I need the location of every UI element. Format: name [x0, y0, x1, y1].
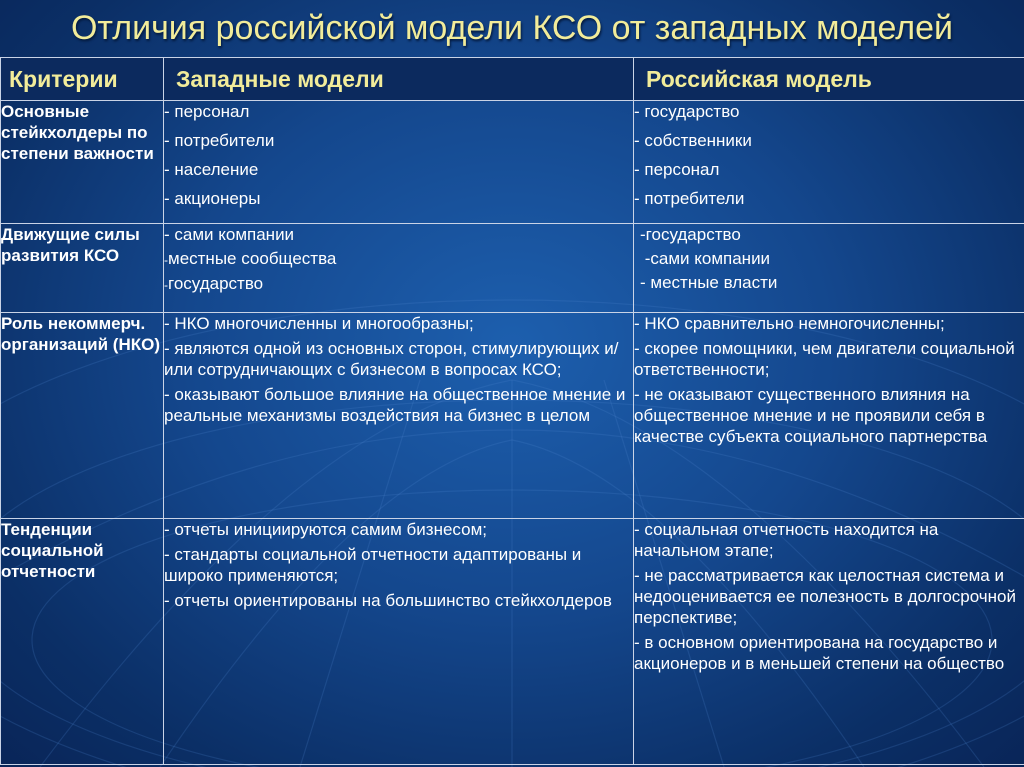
criterion-cell: Тенденции социальной отчетности — [1, 519, 164, 765]
western-cell — [164, 101, 634, 224]
list-item: - не рассматривается как целостная система и недооценивается ее полезность в долгосрочной перспективе; — [634, 566, 1017, 627]
russian-cell — [634, 224, 1024, 313]
table-row-driving-forces — [1, 224, 1024, 313]
russian-cell — [634, 519, 1024, 765]
list-item: - население — [164, 160, 259, 179]
criterion-cell: Роль некоммерч. организаций (НКО) — [1, 313, 164, 519]
dash-marker: - — [164, 278, 168, 292]
list-item: - государство — [634, 102, 740, 121]
list-item-text: местные сообщества — [168, 249, 337, 268]
list-item: - НКО многочисленны и многообразны; — [164, 314, 474, 333]
table-header-row — [1, 58, 1024, 101]
table-row-nko-role — [1, 313, 1024, 519]
header-russian-model: Российская модель — [634, 58, 1024, 101]
list-item: - в основном ориентирована на государство и акционеров и в меньшей степени на общество — [634, 633, 1005, 673]
list-item: - сами компании — [164, 225, 295, 244]
western-cell — [164, 519, 634, 765]
list-item-text: государство — [168, 274, 264, 293]
list-item — [164, 248, 633, 271]
western-cell — [164, 224, 634, 313]
slide-title: Отличия российской модели КСО от западных моделей — [70, 9, 954, 47]
comparison-table — [0, 57, 1024, 765]
table-row-stakeholders — [1, 101, 1024, 224]
table-row-reporting-trends — [1, 519, 1024, 765]
header-western-models: Западные модели — [164, 58, 634, 101]
list-item: - потребители — [634, 189, 745, 208]
list-item: - потребители — [164, 131, 275, 150]
list-item: - не оказывают существенного влияния на общественное мнение и не проявили себя в качестве субъекта социального партнерства — [634, 385, 988, 446]
list-item: - отчеты инициируются самим бизнесом; — [164, 520, 487, 539]
western-cell — [164, 313, 634, 519]
list-item: - местные власти — [640, 273, 778, 292]
list-item: - акционеры — [164, 189, 261, 208]
list-item: -сами компании — [640, 249, 771, 268]
header-criteria: Критерии — [1, 58, 164, 101]
list-item — [164, 273, 633, 296]
russian-cell — [634, 313, 1024, 519]
list-item: - отчеты ориентированы на большинство стейкхолдеров — [164, 591, 612, 610]
list-item: - являются одной из основных сторон, стимулирующих и/или сотрудничающих с бизнесом в вопросах КСО; — [164, 339, 619, 379]
list-item: - скорее помощники, чем двигатели социальной ответственности; — [634, 339, 1015, 379]
criterion-cell: Основные стейкхолдеры по степени важности — [1, 101, 164, 224]
list-item: -государство — [640, 225, 741, 244]
list-item: - персонал — [634, 160, 720, 179]
list-item: - стандарты социальной отчетности адаптированы и широко применяются; — [164, 545, 582, 585]
criterion-cell: Движущие силы развития КСО — [1, 224, 164, 313]
dash-marker: - — [164, 253, 168, 267]
list-item: - НКО сравнительно немногочисленны; — [634, 314, 945, 333]
list-item: - оказывают большое влияние на общественное мнение и реальные механизмы воздействия на бизнес в целом — [164, 385, 626, 425]
list-item: - социальная отчетность находится на начальном этапе; — [634, 520, 939, 560]
list-item: - персонал — [164, 102, 250, 121]
russian-cell — [634, 101, 1024, 224]
list-item: - собственники — [634, 131, 752, 150]
